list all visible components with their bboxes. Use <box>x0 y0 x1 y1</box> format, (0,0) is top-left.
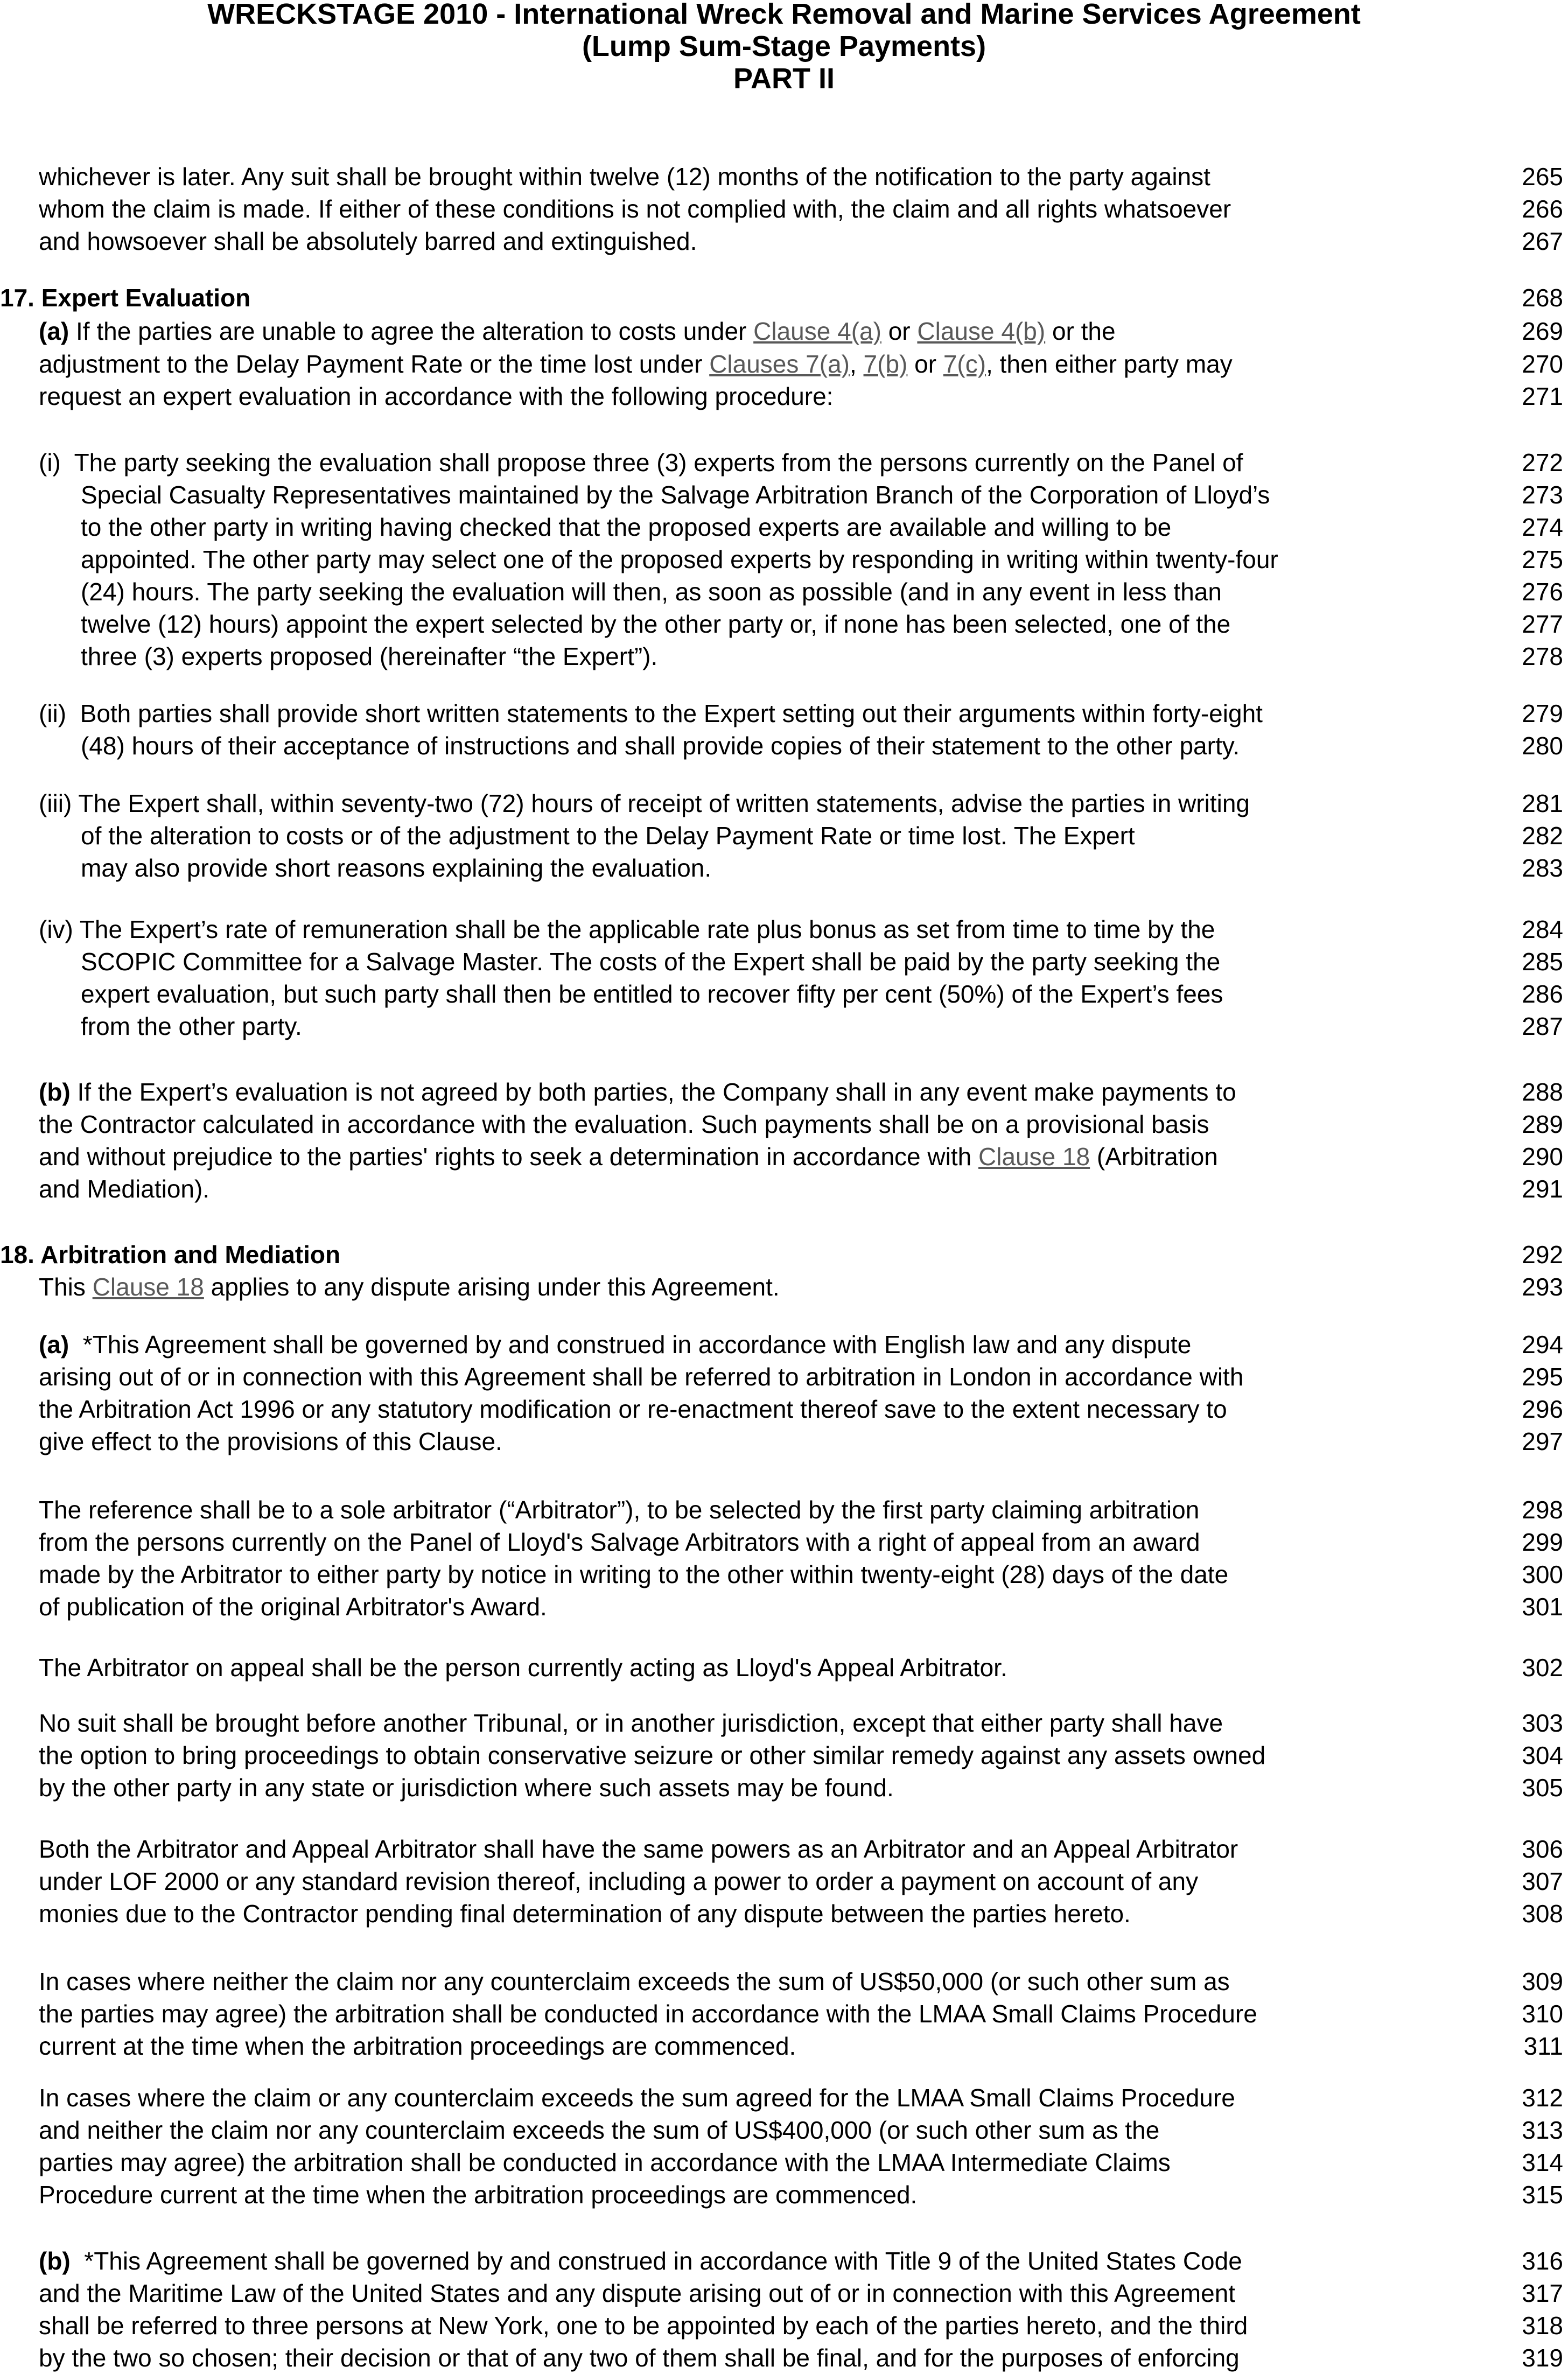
line-text <box>39 1865 1198 1897</box>
text-run: applies to any dispute arising under this Agreement. <box>204 1273 780 1301</box>
line-number: 288 <box>1522 1078 1563 1106</box>
text-line <box>0 608 1568 640</box>
text-run: twelve (12) hours) appoint the expert selected by the other party or, if none has been selected, one of the <box>81 610 1231 638</box>
text-line <box>0 1865 1568 1897</box>
line-text <box>39 1651 1007 1684</box>
text-run: of publication of the original Arbitrator's Award. <box>39 1593 547 1621</box>
text-run: and neither the claim nor any counterclaim exceeds the sum of US$400,000 (or such other sum as the <box>39 2116 1160 2144</box>
text-run: and howsoever shall be absolutely barred and extinguished. <box>39 227 697 255</box>
line-number: 279 <box>1522 699 1563 727</box>
text-line <box>0 1965 1568 1998</box>
line-text <box>39 225 697 257</box>
line-number: 284 <box>1522 915 1563 943</box>
line-number: 302 <box>1522 1654 1563 1682</box>
line-number: 317 <box>1522 2279 1563 2307</box>
line-text <box>39 913 1215 946</box>
line-number: 278 <box>1522 642 1563 670</box>
text-line <box>0 1526 1568 1558</box>
line-number: 310 <box>1522 2000 1563 2028</box>
text-run: made by the Arbitrator to either party by notice in writing to the other within twenty-eight (28) days of the date <box>39 1560 1229 1588</box>
text-line <box>0 1328 1568 1361</box>
text-run: whom the claim is made. If either of these conditions is not complied with, the claim and all rights whatsoever <box>39 195 1231 223</box>
line-text <box>39 2082 1235 2114</box>
line-text <box>39 1271 780 1303</box>
text-run: (iii) The Expert shall, within seventy-two (72) hours of receipt of written statements, advise the parties in writing <box>39 789 1250 817</box>
line-number: 281 <box>1522 789 1563 817</box>
text-line <box>0 946 1568 978</box>
text-run: (48) hours of their acceptance of instructions and shall provide copies of their statement to the other party. <box>81 732 1240 760</box>
line-text <box>39 1739 1265 1771</box>
text-run: under LOF 2000 or any standard revision thereof, including a power to order a payment on account of any <box>39 1867 1199 1895</box>
line-number: 305 <box>1522 1774 1563 1802</box>
text-run: give effect to the provisions of this Clause. <box>39 1427 502 1455</box>
clause-link[interactable]: Clause 18 <box>92 1273 204 1301</box>
line-number: 275 <box>1522 545 1563 573</box>
line-number: 304 <box>1522 1741 1563 1769</box>
line-number: 314 <box>1522 2148 1563 2176</box>
document-subtitle: (Lump Sum-Stage Payments) <box>582 30 986 62</box>
text-run: and without prejudice to the parties' rights to seek a determination in accordance with <box>39 1143 978 1171</box>
line-text <box>39 1361 1243 1393</box>
line-number: 286 <box>1522 980 1563 1008</box>
line-number: 277 <box>1522 610 1563 638</box>
line-text <box>39 1173 209 1205</box>
line-number: 299 <box>1522 1528 1563 1556</box>
text-line <box>0 820 1568 852</box>
line-number: 290 <box>1522 1143 1563 1171</box>
text-line <box>0 2245 1568 2277</box>
clause-link[interactable]: Clause 4(b) <box>917 317 1046 345</box>
document-header <box>0 0 1568 95</box>
line-text <box>39 446 1243 479</box>
line-number: 267 <box>1522 227 1563 255</box>
text-run: Procedure current at the time when the arbitration proceedings are commenced. <box>39 2181 918 2209</box>
line-text <box>81 511 1171 543</box>
line-text <box>39 1076 1236 1108</box>
text-line <box>0 640 1568 673</box>
line-number: 318 <box>1522 2312 1563 2340</box>
text-line <box>0 1010 1568 1042</box>
line-text <box>39 160 1210 193</box>
line-number: 276 <box>1522 578 1563 606</box>
line-number: 311 <box>1523 2032 1563 2060</box>
text-line <box>0 193 1568 225</box>
text-line <box>0 1140 1568 1173</box>
line-number: 298 <box>1522 1496 1563 1524</box>
line-number: 272 <box>1522 449 1563 477</box>
line-number: 268 <box>1522 284 1563 312</box>
line-number: 313 <box>1522 2116 1563 2144</box>
text-line <box>0 2030 1568 2062</box>
text-line <box>0 2114 1568 2146</box>
line-text <box>39 2146 1171 2179</box>
text-line <box>0 315 1568 347</box>
text-run: and the Maritime Law of the United States and any dispute arising out of or in connection with this Agreement <box>39 2279 1236 2307</box>
text-line <box>0 1425 1568 1458</box>
line-text <box>39 1833 1238 1865</box>
text-run: *This Agreement shall be governed by and construed in accordance with Title 9 of the United States Code <box>70 2247 1242 2275</box>
text-line <box>0 2309 1568 2342</box>
text-run: If the parties are unable to agree the alteration to costs under <box>69 317 754 345</box>
text-line <box>0 446 1568 479</box>
line-text <box>39 1140 1218 1173</box>
line-text <box>81 1010 302 1042</box>
text-line <box>0 282 1568 314</box>
line-number: 316 <box>1522 2247 1563 2275</box>
text-run: expert evaluation, but such party shall then be entitled to recover fifty per cent (50%) of the Expert’s fees <box>81 980 1223 1008</box>
text-run: from the other party. <box>81 1012 302 1040</box>
line-number: 289 <box>1522 1110 1563 1138</box>
line-text <box>39 1558 1228 1591</box>
text-run: In cases where the claim or any counterclaim exceeds the sum agreed for the LMAA Small Claims Procedure <box>39 2084 1235 2112</box>
bold-text: 18. Arbitration and Mediation <box>0 1241 341 1269</box>
line-text <box>39 2245 1242 2277</box>
text-run: If the Expert’s evaluation is not agreed by both parties, the Company shall in any event make payments to <box>70 1078 1236 1106</box>
line-text <box>39 2179 917 2211</box>
text-run: (ii) Both parties shall provide short written statements to the Expert setting out their arguments within forty-eight <box>39 699 1263 727</box>
text-line <box>0 1833 1568 1865</box>
line-number: 312 <box>1522 2084 1563 2112</box>
line-text <box>81 946 1220 978</box>
line-text <box>39 1998 1257 2030</box>
line-number: 282 <box>1522 822 1563 850</box>
line-text <box>39 1897 1131 1930</box>
text-run: may also provide short reasons explaining the evaluation. <box>81 854 712 882</box>
bold-text: (b) <box>39 1078 71 1106</box>
text-run: Both the Arbitrator and Appeal Arbitrator shall have the same powers as an Arbitrator and an Appeal Arbitrator <box>39 1835 1238 1863</box>
text-run: monies due to the Contractor pending final determination of any dispute between the parties hereto. <box>39 1900 1131 1928</box>
text-line <box>0 697 1568 730</box>
bold-text: (a) <box>39 317 69 345</box>
line-number: 309 <box>1522 1967 1563 1995</box>
text-line <box>0 1076 1568 1108</box>
line-text <box>39 2030 796 2062</box>
line-text <box>81 640 657 673</box>
text-run: This <box>39 1273 93 1301</box>
line-number: 291 <box>1522 1175 1563 1203</box>
line-text <box>39 1591 547 1623</box>
text-run: by the other party in any state or jurisdiction where such assets may be found. <box>39 1774 894 1802</box>
text-run: In cases where neither the claim nor any counterclaim exceeds the sum of US$50,000 (or such other sum as <box>39 1967 1230 1995</box>
line-text <box>39 2309 1248 2342</box>
line-text <box>39 348 1233 380</box>
text-run: The reference shall be to a sole arbitrator (“Arbitrator”), to be selected by the first party claiming arbitration <box>39 1496 1200 1524</box>
clause-link[interactable]: Clause 4(a) <box>753 317 881 345</box>
line-number: 308 <box>1522 1900 1563 1928</box>
clause-link[interactable]: 7(c) <box>943 350 986 378</box>
text-run: the parties may agree) the arbitration shall be conducted in accordance with the LMAA Small Claims Procedure <box>39 2000 1257 2028</box>
line-number: 296 <box>1522 1395 1563 1423</box>
line-text <box>39 2277 1235 2309</box>
line-text <box>81 576 1222 608</box>
text-line <box>0 1651 1568 1684</box>
text-line <box>0 1591 1568 1623</box>
line-text <box>39 1108 1209 1140</box>
document-title: WRECKSTAGE 2010 - International Wreck Removal and Marine Services Agreement <box>207 0 1361 30</box>
line-number: 294 <box>1522 1330 1563 1358</box>
text-run: or the <box>1045 317 1116 345</box>
line-number: 271 <box>1522 382 1563 410</box>
text-run: *This Agreement shall be governed by and construed in accordance with English law and any dispute <box>69 1330 1192 1358</box>
line-text <box>39 2342 1240 2374</box>
text-line <box>0 1173 1568 1205</box>
line-number: 265 <box>1522 163 1563 191</box>
text-line <box>0 479 1568 511</box>
clause-link[interactable]: 7(b) <box>863 350 908 378</box>
text-run: parties may agree) the arbitration shall be conducted in accordance with the LMAA Intermediate Claims <box>39 2148 1171 2176</box>
text-line <box>0 1494 1568 1526</box>
text-run: to the other party in writing having checked that the proposed experts are available and willing to be <box>81 513 1172 541</box>
line-text <box>39 1328 1191 1361</box>
line-number: 266 <box>1522 195 1563 223</box>
document-part-label: PART II <box>733 62 835 95</box>
text-run: The Arbitrator on appeal shall be the person currently acting as Lloyd's Appeal Arbitrator. <box>39 1654 1007 1682</box>
line-number: 287 <box>1522 1012 1563 1040</box>
line-number: 293 <box>1522 1273 1563 1301</box>
line-text <box>39 1707 1223 1739</box>
line-number: 274 <box>1522 513 1563 541</box>
line-text <box>39 315 1116 347</box>
text-line <box>0 2342 1568 2374</box>
text-line <box>0 380 1568 412</box>
text-line <box>0 1707 1568 1739</box>
line-number: 295 <box>1522 1363 1563 1391</box>
text-run: , <box>849 350 864 378</box>
line-number: 269 <box>1522 317 1563 345</box>
line-number: 297 <box>1522 1427 1563 1455</box>
text-run: appointed. The other party may select one of the proposed experts by responding in writing within twenty-four <box>81 545 1278 573</box>
text-line <box>0 978 1568 1010</box>
text-line <box>0 730 1568 762</box>
text-run: and Mediation). <box>39 1175 210 1203</box>
text-run: arising out of or in connection with this Agreement shall be referred to arbitration in London in accordance with <box>39 1363 1244 1391</box>
text-run: Special Casualty Representatives maintained by the Salvage Arbitration Branch of the Corporation of Lloyd’s <box>81 481 1270 509</box>
line-number: 307 <box>1522 1867 1563 1895</box>
line-text <box>39 1771 894 1804</box>
line-text <box>81 730 1240 762</box>
text-line <box>0 787 1568 820</box>
text-line <box>0 348 1568 380</box>
text-run: (iv) The Expert’s rate of remuneration shall be the applicable rate plus bonus as set from time to time by the <box>39 915 1215 943</box>
text-run: SCOPIC Committee for a Salvage Master. The costs of the Expert shall be paid by the party seeking the <box>81 948 1221 976</box>
text-run: by the two so chosen; their decision or that of any two of them shall be final, and for the purposes of enforcing <box>39 2344 1240 2372</box>
text-run: (Arbitration <box>1090 1143 1218 1171</box>
line-text <box>81 820 1135 852</box>
line-text <box>39 1393 1227 1425</box>
text-line <box>0 543 1568 576</box>
text-run: or <box>907 350 943 378</box>
line-text <box>81 479 1270 511</box>
text-line <box>0 1558 1568 1591</box>
text-line <box>0 1361 1568 1393</box>
text-line <box>0 2179 1568 2211</box>
text-run: , then either party may <box>986 350 1233 378</box>
text-line <box>0 852 1568 884</box>
text-run: the Arbitration Act 1996 or any statutory modification or re-enactment thereof save to the extent necessary to <box>39 1395 1227 1423</box>
line-number: 301 <box>1522 1593 1563 1621</box>
line-number: 292 <box>1522 1241 1563 1269</box>
text-run: request an expert evaluation in accordance with the following procedure: <box>39 382 834 410</box>
line-number: 319 <box>1522 2344 1563 2372</box>
text-run: No suit shall be brought before another Tribunal, or in another jurisdiction, except that either party shall have <box>39 1709 1223 1737</box>
line-text <box>81 852 711 884</box>
text-line <box>0 913 1568 946</box>
text-run: three (3) experts proposed (hereinafter “the Expert”). <box>81 642 658 670</box>
line-text <box>39 1494 1199 1526</box>
line-text <box>39 697 1263 730</box>
text-line <box>0 160 1568 193</box>
line-number: 315 <box>1522 2181 1563 2209</box>
text-run: of the alteration to costs or of the adjustment to the Delay Payment Rate or time lost. The Expert <box>81 822 1135 850</box>
bold-text: (a) <box>39 1330 69 1358</box>
line-number: 280 <box>1522 732 1563 760</box>
text-run: (24) hours. The party seeking the evaluation will then, as soon as possible (and in any event in less than <box>81 578 1222 606</box>
line-number: 273 <box>1522 481 1563 509</box>
text-line <box>0 2277 1568 2309</box>
text-line <box>0 1271 1568 1303</box>
text-line <box>0 576 1568 608</box>
line-text <box>0 1238 340 1271</box>
line-text <box>39 193 1231 225</box>
clause-link[interactable]: Clauses 7(a) <box>709 350 850 378</box>
text-line <box>0 225 1568 257</box>
line-text <box>81 978 1223 1010</box>
text-run: (i) The party seeking the evaluation shall propose three (3) experts from the persons currently on the Panel of <box>39 449 1243 477</box>
line-number: 303 <box>1522 1709 1563 1737</box>
text-line <box>0 1393 1568 1425</box>
line-number: 283 <box>1522 854 1563 882</box>
text-run: from the persons currently on the Panel of Lloyd's Salvage Arbitrators with a right of appeal from an award <box>39 1528 1200 1556</box>
line-text <box>39 380 833 412</box>
line-text <box>39 1965 1230 1998</box>
line-text <box>81 543 1278 576</box>
line-text <box>39 2114 1159 2146</box>
line-text <box>39 1526 1200 1558</box>
text-line <box>0 2146 1568 2179</box>
line-text <box>39 1425 502 1458</box>
text-line <box>0 1771 1568 1804</box>
text-run: shall be referred to three persons at New York, one to be appointed by each of the parties hereto, and the third <box>39 2312 1248 2340</box>
text-line <box>0 1998 1568 2030</box>
text-run: adjustment to the Delay Payment Rate or the time lost under <box>39 350 710 378</box>
bold-text: (b) <box>39 2247 71 2275</box>
text-run: or <box>881 317 918 345</box>
text-run: whichever is later. Any suit shall be brought within twelve (12) months of the notification to the party against <box>39 163 1210 191</box>
line-number: 270 <box>1522 350 1563 378</box>
text-run: the option to bring proceedings to obtain conservative seizure or other similar remedy against any assets owned <box>39 1741 1266 1769</box>
text-line <box>0 1897 1568 1930</box>
line-number: 285 <box>1522 948 1563 976</box>
text-line <box>0 511 1568 543</box>
text-line <box>0 1739 1568 1771</box>
text-run: the Contractor calculated in accordance with the evaluation. Such payments shall be on a provisional basis <box>39 1110 1209 1138</box>
bold-text: 17. Expert Evaluation <box>0 284 251 312</box>
text-line <box>0 2082 1568 2114</box>
text-run: current at the time when the arbitration proceedings are commenced. <box>39 2032 796 2060</box>
text-line <box>0 1238 1568 1271</box>
line-number: 306 <box>1522 1835 1563 1863</box>
line-text <box>0 282 250 314</box>
line-text <box>81 608 1230 640</box>
clause-link[interactable]: Clause 18 <box>978 1143 1090 1171</box>
line-text <box>39 787 1250 820</box>
text-line <box>0 1108 1568 1140</box>
line-number: 300 <box>1522 1560 1563 1588</box>
